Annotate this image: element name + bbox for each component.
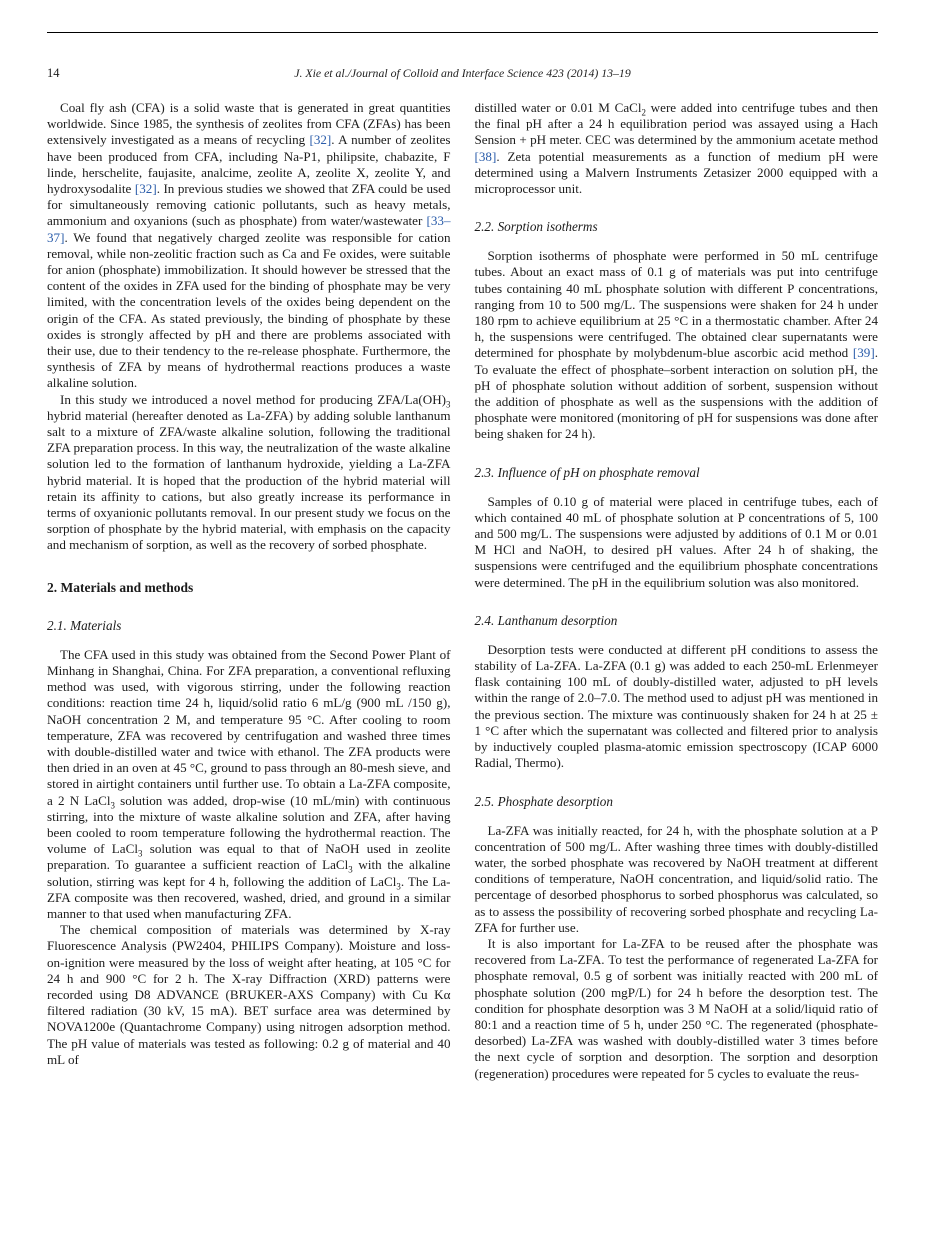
subscript-text: 3 [138,848,143,859]
text-run: Coal fly ash (CFA) is a solid waste that is generated in great quantities worldwide. Since 1985, the synthesis of zeolites from CFA (ZFAs) has been extensively investigated as a means of recycling [47,100,451,148]
subsection-heading: 2.3. Influence of pH on phosphate removal [474,464,700,480]
left-column [47,100,451,1194]
subscript-text: 3 [348,864,353,875]
page-header [47,66,878,82]
paragraph [47,647,451,922]
paragraph [47,922,451,1068]
paragraph [475,642,879,772]
paragraph [47,100,451,392]
page-number: 14 [47,66,60,80]
subscript-text: 3 [396,881,401,892]
subscript-text: 2 [641,107,646,118]
text-run: . To evaluate the effect of phosphate–sorbent interaction on solution pH, the pH of phosphate solution without addition of sorbent, suspension without the addition of phosphate as well as the suspensions with the addition of phosphate were monitored (monitoring of pH for suspensions was done after being shaken for 24 h). [474,345,878,442]
text-run: In this study we introduced a novel method for producing ZFA/La(OH) [60,391,447,407]
text-run: were added into centrifuge tubes and then the final pH after a 24 h equilibration period was assayed using a Hach Sension + pH meter. CEC was determined by the ammonium acetate method [474,100,878,148]
text-run: The CFA used in this study was obtained from the Second Power Plant of Minhang in Shanghai, China. For ZFA preparation, a conventional refluxing method was used, with vigorous stirring, under the following reaction conditions: reaction time 24 h, liquid/solid ratio 6 mL/g (900 mL /150 g), NaOH concentration 2 M, and temperature 95 °C. After cooling to room temperature, ZFA was recovered by centrifugation and washed three times with double-distilled water and twice with ethanol. The ZFA products were then dried in an oven at 45 °C, ground to pass through an 80-mesh sieve, and stored in airtight containers until further use. To obtain a La-ZFA composite, a 2 N LaCl [47,646,451,808]
text-run: The chemical composition of materials was determined by X-ray Fluorescence Analysis (PW2404, PHILIPS Company). Moisture and loss-on-ignition were measured by the loss of weight after heating, at 105 °C for 24 h and 900 °C for 2 h. The X-ray Diffraction (XRD) patterns were recorded using D8 ADVANCE (BRUKER-AXS Company) with Cu Kα filtered radiation (30 kV, 15 mA). BET surface area was determined by NOVA1200e (Quantachrome Company) using nitrogen adsorption method. The pH value of materials was tested as following: 0.2 g of material and 40 mL of [47,922,451,1067]
running-head: J. Xie et al./Journal of Colloid and Interface Science 423 (2014) 13–19 [294,66,631,80]
citation-link[interactable]: [38] [474,148,497,164]
text-run: . We found that negatively charged zeolite was responsible for cation removal, while non-zeolitic fraction such as Ca and Fe oxides, were suitable for anion (phosphate) immobilization. It should however be stressed that the content of the oxides in ZFA used for the binding of phosphate may be very limited, with the concentration levels of the oxides being dependent on the origin of the CFA. As stated previously, the binding of phosphate by these oxides is strongly affected by pH and there are problems associated with their use, due to their tendency to the re-release phosphate. Furthermore, the synthesis of ZFA by means of hydrothermal reactions produces a waste alkaline solution. [47,229,451,391]
text-run: . A number of zeolites have been produced from CFA, including Na-P1, philipsite, chabazite, F linde, herschelite, faujasite, analcime, zeolite A, zeolite X, zeolite Y, and hydroxysodalite [47,132,451,197]
paragraph [475,823,879,936]
paragraph [475,248,879,442]
citation-link[interactable]: [32] [309,132,332,148]
paragraph [475,494,879,591]
text-run: with the alkaline solution, stirring was kept for 4 h, following the addition of LaCl [47,857,451,889]
subscript-text: 3 [110,800,115,811]
text-run: solution was equal to that of NaOH used in zeolite preparation. To guarantee a sufficient reaction of LaCl [47,841,451,873]
text-run: . The La-ZFA composite was then recovered, washed, dried, and ground in a similar manner to that used when manufacturing ZFA. [47,873,451,921]
text-run: La-ZFA was initially reacted, for 24 h, with the phosphate solution at a P concentration of 500 mg/L. After washing three times with doubly-distilled water, the sorbed phosphate was recovered by NaOH treatment at different conditions of temperature, NaOH concentration, and liquid/solid ratio. The percentage of desorbed phosphorus to sorbed phosphorus was calculated, so as to assess the possibility of recovering sorbed phosphate and recycling La-ZFA for further use. [474,822,878,935]
paragraph [475,100,879,197]
text-run: . Zeta potential measurements as a function of medium pH were determined using a Malvern Instruments Zetasizer 2000 equipped with a microprocessor unit. [474,148,878,197]
subsection-heading: 2.4. Lanthanum desorption [474,612,618,628]
two-column-body [47,100,878,1194]
subsection-heading: 2.1. Materials [47,617,122,633]
text-run: Samples of 0.10 g of material were placed in centrifuge tubes, each of which contained 40 mL of phosphate solution at P concentrations of 5, 100 and 500 mg/L. The suspensions were adjusted by additions of 0.1 M or 0.01 M HCl and NaOH, to desired pH values. After 24 h of shaking, the suspensions were centrifuged and the equilibrium phosphate concentrations were determined. The pH in the equilibrium solution was also monitored. [474,493,878,590]
text-run: . In previous studies we showed that ZFA could be used for simultaneously removing cationic pollutants, such as heavy metals, ammonium and oxyanions (such as phosphate) from water/wastewater [47,181,451,229]
citation-link[interactable]: [39] [852,345,875,361]
text-run: It is also important for La-ZFA to be reused after the phosphate was recovered from La-ZFA. To test the performance of regenerated La-ZFA for phosphate removal, 0.5 g of sorbent was initially reacted with 200 mL of phosphate solution (200 mgP/L) for 24 h before the desorption test. The condition for phosphate desorption was 3 M NaOH at a solid/liquid ratio of 80:1 and a reaction time of 5 h, under 250 °C. The regenerated (phosphate-desorbed) La-ZFA was washed with doubly-distilled water 3 times before the next cycle of sorption and desorption. The sorption and desorption (regeneration) procedures were repeated for 5 cycles to evaluate the reus- [474,935,878,1081]
text-run: solution was added, drop-wise (10 mL/min) with continuous stirring, into the mixture of waste alkaline solution and ZFA, after having been cooled to room temperature following the hydrothermal reaction. The volume of LaCl [47,792,451,857]
text-run: distilled water or 0.01 M CaCl [474,100,642,115]
citation-link[interactable]: [32] [134,181,157,197]
subsection-heading: 2.5. Phosphate desorption [474,793,613,809]
text-run: hybrid material (hereafter denoted as La-ZFA) by adding soluble lanthanum salt to a mixture of ZFA/waste alkaline solution, following the traditional ZFA preparation process. In this way, the neutralization of the waste alkaline solution led to the formation of lanthanum hydroxide, yielding a La-ZFA hybrid material. It is hoped that the production of the hybrid material will retain its affinity to cations, but also greatly increase its performance in terms of oxyanionic pollutants removal. In our present study we focus on the sorption of phosphate by the hybrid material, with emphasis on the capacity and mechanism of sorption, as well as the recovery of sorbed phosphate. [47,407,451,553]
text-run: Sorption isotherms of phosphate were performed in 50 mL centrifuge tubes. About an exact mass of 0.1 g of materials was put into centrifuge tubes containing 40 mL phosphate solution with different P concentrations, ranging from 10 to 500 mg/L. The suspensions were shaken for 24 h under 180 rpm to achieve equilibrium at 25 °C in a thermostatic chamber. After 24 h, the suspensions were centrifuged. The obtained clear supernatants were determined for phosphate by molybdenum-blue ascorbic acid method [474,248,878,361]
subsection-heading: 2.2. Sorption isotherms [474,219,598,235]
subscript-text: 3 [446,399,451,410]
citation-link[interactable]: [33–37] [47,213,451,245]
text-run: Desorption tests were conducted at different pH conditions to assess the stability of La-ZFA. La-ZFA (0.1 g) was added to each 250-mL Erlenmeyer flask containing 100 mL of doubly-distilled water, adjusted to pH levels within the range of 2.0–7.0. The method used to adjust pH was mentioned in the previous section. The mixture was continuously shaken for 24 h at 25 ± 1 °C after which the supernatant was collected and filtered prior to analysis by inductively coupled plasma-atomic emission spectroscopy (ICAP 6000 Radial, Thermo). [474,641,878,771]
section-heading: 2. Materials and methods [47,579,194,595]
paragraph [47,392,451,554]
paragraph [475,936,879,1082]
right-column [475,100,879,1194]
header-rule [47,32,878,33]
